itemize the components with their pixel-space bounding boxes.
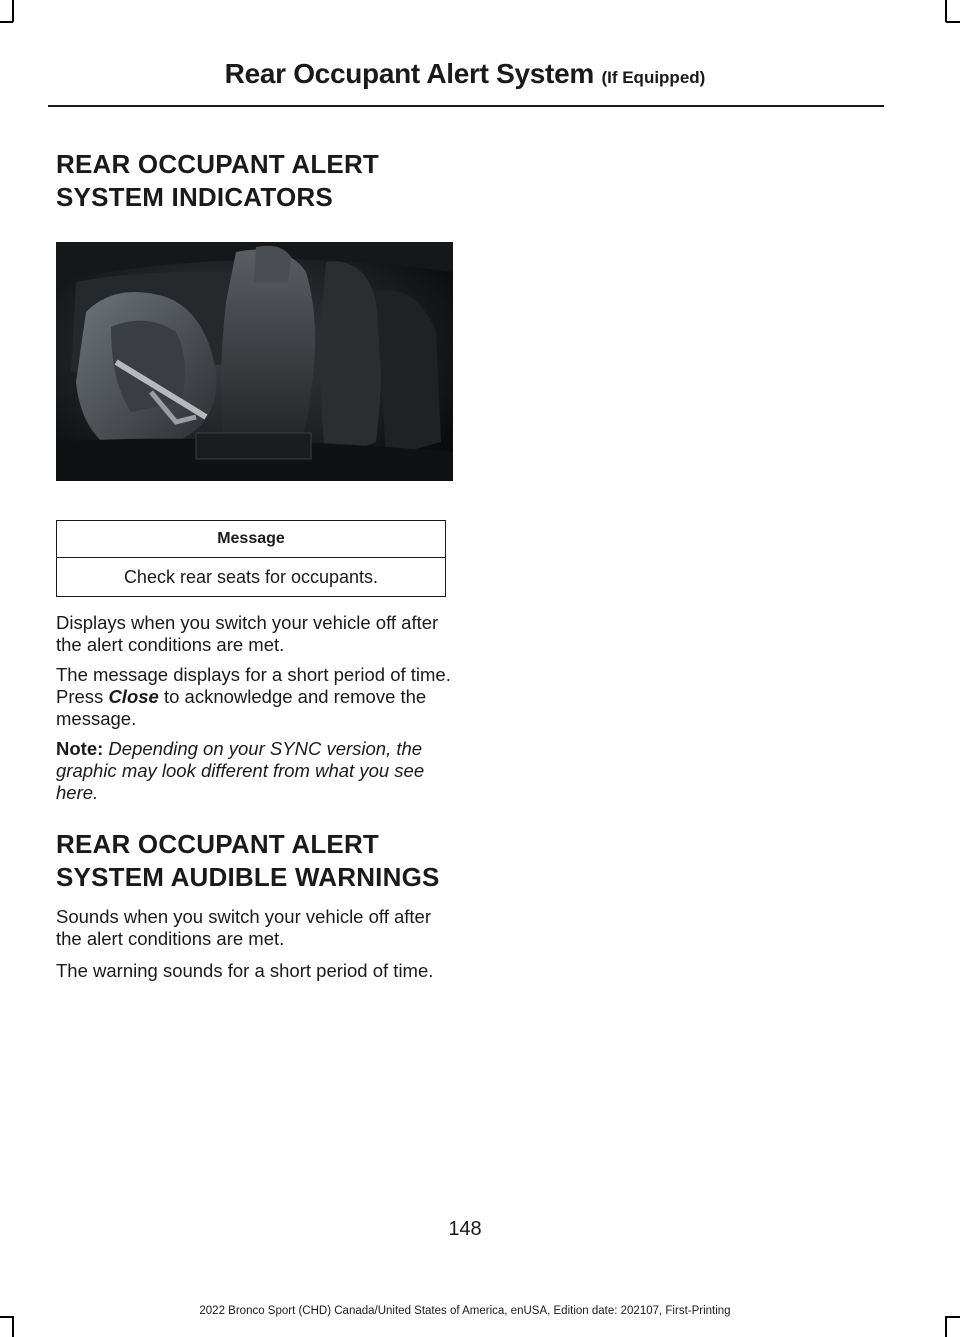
message-table [56,520,446,597]
section-heading-indicators [56,148,456,214]
table-cell: Check rear seats for occupants. [57,558,446,597]
close-term: Close [108,686,159,707]
heading-line: SYSTEM AUDIBLE WARNINGS [56,862,440,892]
crop-mark [946,21,960,23]
heading-line: REAR OCCUPANT ALERT [56,829,380,859]
paragraph: The warning sounds for a short period of time. [56,960,434,981]
crop-mark [0,21,13,23]
page-header [0,58,930,90]
page-footer: 2022 Bronco Sport (CHD) Canada/United States of America, enUSA, Edition date: 202107, First-Printing [199,1305,731,1317]
paragraph: Displays when you switch your vehicle off after the alert conditions are met. [56,612,439,655]
note-text: Depending on your SYNC version, the graphic may look different from what you see here. [56,738,425,803]
rear-seat-photo [56,242,453,481]
paragraph-text: to acknowledge and remove the message. [56,686,427,729]
header-qualifier: (If Equipped) [601,68,706,87]
crop-mark [12,1316,14,1337]
crop-mark [945,0,947,22]
header-rule [48,105,884,107]
paragraph [56,664,451,730]
table-row [57,558,446,597]
section-heading-audible [56,828,476,894]
paragraph-text: The message displays for a short period of time. Press [56,664,451,707]
table-header: Message [57,521,446,558]
note-label: Note: [56,738,104,759]
heading-line: SYSTEM INDICATORS [56,182,333,212]
header-title: Rear Occupant Alert System [224,58,594,89]
page-number: 148 [448,1218,482,1240]
crop-mark [946,1316,960,1318]
crop-mark [12,0,14,22]
note-paragraph [56,738,451,804]
crop-mark [945,1316,947,1337]
heading-line: REAR OCCUPANT ALERT [56,149,380,179]
paragraph: Sounds when you switch your vehicle off after the alert conditions are met. [56,906,432,949]
